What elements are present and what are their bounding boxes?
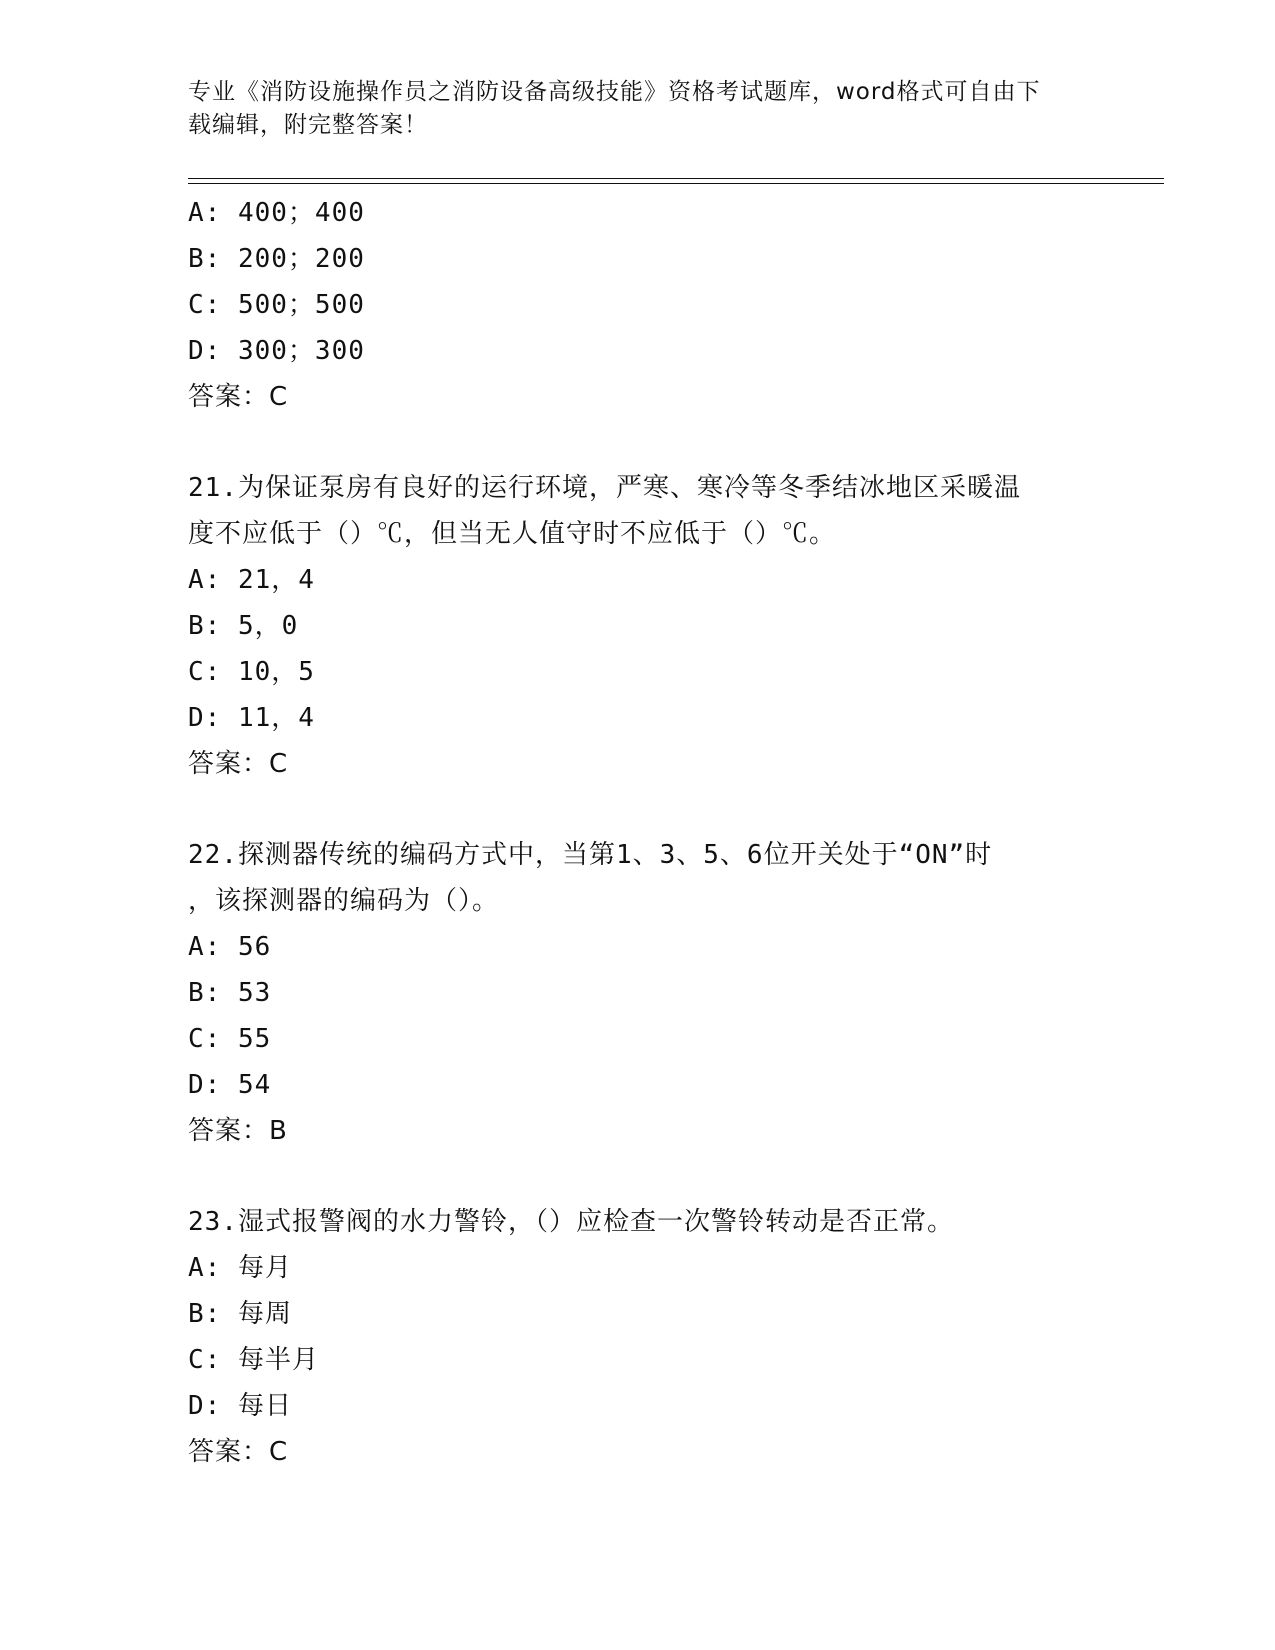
option-b: B: 每周 — [188, 1299, 292, 1329]
option-c: C: 55 — [188, 1024, 272, 1054]
answer-label: 答案：C — [188, 749, 289, 779]
option-d: D: 300；300 — [188, 336, 365, 366]
header-line-1: 专业《消防设施操作员之消防设备高级技能》资格考试题库，word格式可自由下 — [188, 79, 1041, 105]
spacer — [188, 787, 1128, 832]
option-c: C: 每半月 — [188, 1345, 319, 1375]
spacer — [188, 420, 1128, 465]
question-list — [188, 190, 1128, 1475]
option-c: C: 500；500 — [188, 290, 365, 320]
header-line-2: 载编辑，附完整答案！ — [188, 112, 428, 138]
option-b: B: 53 — [188, 978, 272, 1008]
spacer — [188, 1154, 1128, 1199]
document-header — [188, 76, 1068, 142]
header-divider-top — [188, 178, 1164, 179]
answer-label: 答案：B — [188, 1116, 288, 1146]
option-c: C: 10，5 — [188, 657, 315, 687]
option-a: A: 56 — [188, 932, 272, 962]
answer-label: 答案：C — [188, 382, 289, 412]
question-text-line-1: 22.探测器传统的编码方式中，当第1、3、5、6位开关处于“ON”时 — [188, 840, 993, 870]
question-text-line-2: 度不应低于（）℃，但当无人值守时不应低于（）℃。 — [188, 519, 837, 549]
question-block-23 — [188, 1199, 1128, 1475]
option-d: D: 54 — [188, 1070, 272, 1100]
option-a: A: 每月 — [188, 1253, 292, 1283]
answer-label: 答案：C — [188, 1437, 289, 1467]
question-text-line-1: 21.为保证泵房有良好的运行环境，严寒、寒冷等冬季结冰地区采暖温 — [188, 473, 1021, 503]
option-a: A: 400；400 — [188, 198, 365, 228]
option-a: A: 21，4 — [188, 565, 315, 595]
option-b: B: 200；200 — [188, 244, 365, 274]
question-block-21 — [188, 465, 1128, 787]
header-divider-bottom — [188, 183, 1164, 184]
question-text-line-1: 23.湿式报警阀的水力警铃，（）应检查一次警铃转动是否正常。 — [188, 1207, 954, 1237]
question-block-22 — [188, 832, 1128, 1154]
question-text-line-2: ，该探测器的编码为（）。 — [188, 886, 500, 916]
option-d: D: 每日 — [188, 1391, 292, 1421]
question-block-20 — [188, 190, 1128, 420]
option-b: B: 5，0 — [188, 611, 299, 641]
option-d: D: 11，4 — [188, 703, 315, 733]
